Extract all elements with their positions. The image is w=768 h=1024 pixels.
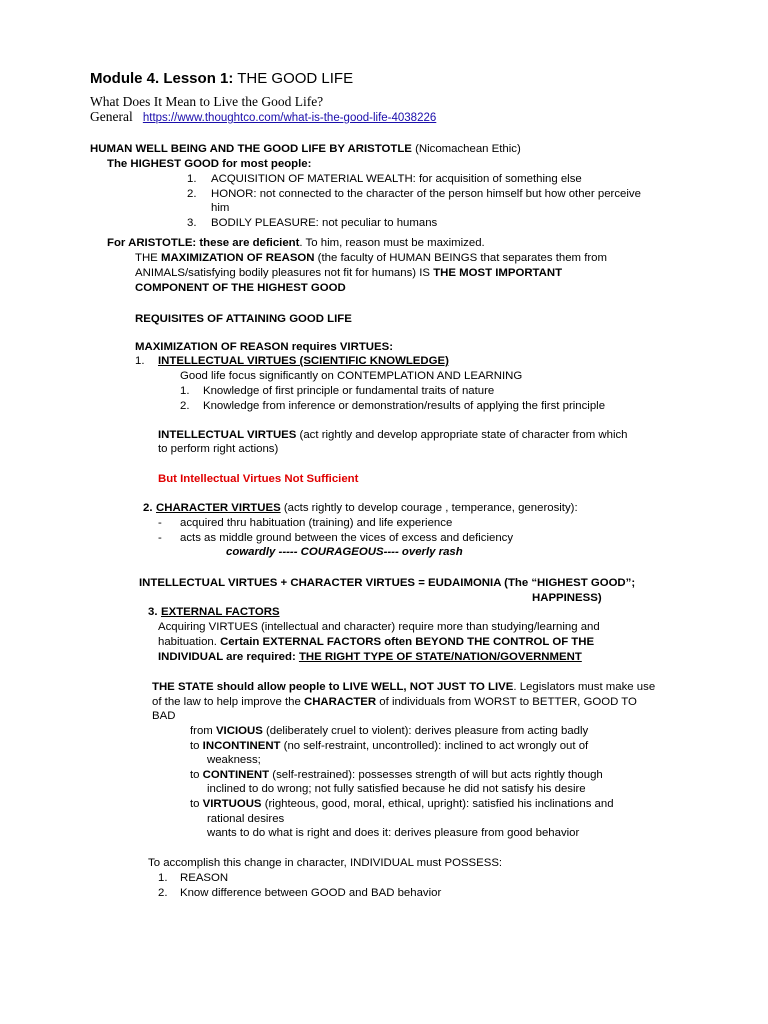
state-line-1 [152,680,655,694]
maximization-line-2 [135,266,562,280]
iv-definition [158,428,628,442]
bullet-item: acquired thru habituation (training) and life experience [180,517,453,529]
virtuous-line [190,797,614,811]
bullet-dash: - [158,532,162,544]
virtuous-cont: rational desires [207,813,285,825]
list-number: 2. [143,502,153,514]
state-l2-a: of the law to help improve the [152,696,304,708]
requisites-heading: REQUISITES OF ATTAINING GOOD LIFE [135,313,352,325]
list-number: 1. [180,385,190,397]
aristotle-heading-bold: HUMAN WELL BEING AND THE GOOD LIFE BY ARISTOTLE [90,143,412,155]
vicious-term: VICIOUS [215,725,263,737]
external-p3-underline: THE RIGHT TYPE OF STATE/NATION/GOVERNMENT [298,651,582,663]
thoughtco-link[interactable]: https://www.thoughtco.com/what-is-the-good-life-4038226 [142,112,437,124]
virtuous-cont2: wants to do what is right and does it: derives pleasure from good behavior [207,827,580,839]
state-line-2 [152,695,637,709]
list-number: 3. [187,217,197,229]
accomplish-intro: To accomplish this change in character, INDIVIDUAL must POSSESS: [148,857,503,869]
state-l2-c: of individuals from WORST to BETTER, GOOD TO [376,696,637,708]
aristotle-heading [90,142,521,156]
incontinent-rest: (no self-restraint, uncontrolled): inclined to act wrongly out of [280,740,589,752]
max-c: (the faculty of HUMAN BEINGS that separates them from [314,252,607,264]
subtitle: What Does It Mean to Live the Good Life? [90,94,324,109]
vicious-line [190,724,588,738]
state-l1-bold: THE STATE should allow people to LIVE WELL, NOT JUST TO LIVE [152,681,514,693]
incontinent-pre: to [190,740,203,752]
aristotle-heading-norm: (Nicomachean Ethic) [411,143,521,155]
eudaimonia-line-2: HAPPINESS) [532,592,602,604]
state-line-3: BAD [152,710,176,722]
list-number: 1. [135,355,145,367]
external-p2-norm: habituation. [158,636,221,648]
list-number: 3. [148,606,158,618]
max-a: THE [135,252,161,264]
continent-term: CONTINENT [202,769,270,781]
list-item: Knowledge of first principle or fundamental traits of nature [203,385,495,397]
list-number: 2. [187,188,197,200]
external-factors-title: EXTERNAL FACTORS [161,606,280,618]
general-line [90,110,436,125]
max-reason-line: MAXIMIZATION OF REASON requires VIRTUES: [135,341,393,353]
iv2-norm: (act rightly and develop appropriate state of character from which [296,429,628,441]
continent-pre: to [190,769,203,781]
iv-focus: Good life focus significantly on CONTEMPLATION AND LEARNING [180,370,523,382]
iv-definition-cont: to perform right actions) [158,443,279,455]
bullet-item: acts as middle ground between the vices of excess and deficiency [180,532,514,544]
eudaimonia-line-1: INTELLECTUAL VIRTUES + CHARACTER VIRTUES = EUDAIMONIA (The “HIGHEST GOOD”; [139,577,636,589]
incontinent-term: INCONTINENT [202,740,281,752]
list-item: HONOR: not connected to the character of the person himself but how other perceive [211,188,641,200]
continent-cont: inclined to do wrong; not fully satisfied because he did not satisfy his desire [207,783,586,795]
continent-rest: (self-restrained): possesses strength of will but acts rightly though [269,769,603,781]
list-item-cont: him [211,202,230,214]
character-virtues-line [156,501,578,515]
max2-b: THE MOST IMPORTANT [433,267,563,279]
golden-mean-line: cowardly ----- COURAGEOUS---- overly rash [226,546,463,558]
vicious-pre: from [190,725,216,737]
state-l2-b: CHARACTER [303,696,377,708]
list-number: 1. [187,173,197,185]
list-number: 2. [158,887,168,899]
continent-line [190,768,603,782]
bullet-dash: - [158,517,162,529]
virtuous-term: VIRTUOUS [202,798,262,810]
deficient-line [107,236,485,250]
list-item: REASON [180,872,229,884]
iv2-bold: INTELLECTUAL VIRTUES [158,429,297,441]
state-l1-norm: . Legislators must make use [513,681,656,693]
external-p2-bold: Certain EXTERNAL FACTORS often BEYOND THE CONTROL OF THE [220,636,595,648]
title-prefix: Module 4. Lesson 1: [90,70,234,87]
vicious-rest: (deliberately cruel to violent): derives pleasure from acting badly [262,725,589,737]
character-desc: (acts rightly to develop courage , temperance, generosity): [280,502,578,514]
list-item: ACQUISITION OF MATERIAL WEALTH: for acquisition of something else [211,173,582,185]
highest-good-label: The HIGHEST GOOD for most people: [107,158,312,170]
incontinent-cont: weakness; [207,754,261,766]
title-rest: THE GOOD LIFE [233,70,354,87]
list-item: Know difference between GOOD and BAD behavior [180,887,442,899]
character-title: CHARACTER VIRTUES [156,502,281,514]
external-p1: Acquiring VIRTUES (intellectual and character) require more than studying/learning and [158,621,600,633]
deficient-bold: For ARISTOTLE: these are deficient [107,237,300,249]
maximization-line-1 [135,251,607,265]
maximization-line-3: COMPONENT OF THE HIGHEST GOOD [135,282,346,294]
deficient-norm: . To him, reason must be maximized. [299,237,485,249]
list-number: 1. [158,872,168,884]
external-p2 [158,635,594,649]
max-b: MAXIMIZATION OF REASON [160,252,315,264]
external-p3-bold: INDIVIDUAL are required: [158,651,299,663]
list-number: 2. [180,400,190,412]
page-title [90,72,353,86]
virtuous-pre: to [190,798,203,810]
list-item: BODILY PLEASURE: not peculiar to humans [211,217,438,229]
not-sufficient-note: But Intellectual Virtues Not Sufficient [158,473,359,485]
incontinent-line [190,739,588,753]
external-p3 [158,650,582,664]
list-item: Knowledge from inference or demonstration/results of applying the first principle [203,400,606,412]
max2-a: ANIMALS/satisfying bodily pleasures not fit for humans) IS [135,267,434,279]
virtuous-rest: (righteous, good, moral, ethical, upright): satisfied his inclinations and [261,798,614,810]
intellectual-virtues-title: INTELLECTUAL VIRTUES (SCIENTIFIC KNOWLEDGE) [158,355,449,367]
general-label: General [90,109,133,124]
